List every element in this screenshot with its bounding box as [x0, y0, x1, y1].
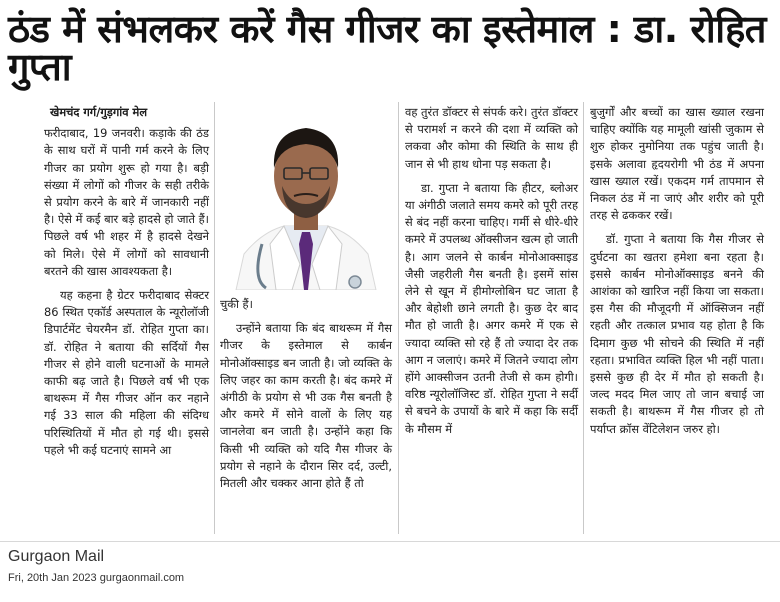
- footer-divider: [0, 541, 780, 542]
- doctor-photo: [222, 104, 390, 290]
- paragraph: फरीदाबाद, 19 जनवरी। कड़ाके की ठंड के साथ घरों में पानी गर्म करने के लिए गीजर का प्रयोग शुरू हो गया है। बड़ी संख्या में लोगों को गीजर के सही तरीके से प्रयोग करने के बारे में जानकारी नहीं है। ऐसे में कई बार बड़े हादसे हो जाते हैं। पिछले वर्ष भी शहर में है हादसे देखने को मिले। ऐसे में लोगों को सावधानी बरतने की खास आवश्यकता है।: [44, 126, 209, 278]
- article-column-4: [590, 104, 764, 445]
- article-column-3: [405, 104, 578, 445]
- paragraph: बुजुर्गों और बच्चों का खास ख्याल रखना चाहिए क्योंकि यह मामूली खांसी जुकाम से शुरु होकर नुमोनिया तक पहुंच जाती है। इसके अलावा हृदयरोगी भी ठंड में अपना खास ख्याल रखें। एकदम गर्म तापमान से निकल ठंड में ना जाएं और शरीर को पूरी तरह से ढककर रखें।: [590, 105, 764, 223]
- publication-date: Fri, 20th Jan 2023 gurgaonmail.com: [8, 572, 185, 584]
- column-divider: [214, 102, 215, 534]
- paragraph: चुकी हैं।: [220, 297, 253, 311]
- paragraph: डा. गुप्ता ने बताया कि हीटर, ब्लोअर या अंगीठी जलाते समय कमरे को पूरी तरह से बंद नहीं करना चाहिए। गर्मी से धीरे-धीरे कमरे में उपलब्ध ऑक्सीजन खत्म हो जाती है। आग जलने से कार्बन मोनोआक्साइड जैसी जहरीली गैस बनती है। इसमें सांस लेने से खून में हीमोग्लोबिन घट जाता है और बेहोशी छाने लगती है। कुछ देर बाद मौत हो जाती है। अगर कमरे में एक से ज्यादा व्यक्ति सो रहे हैं तो ज्यादा देर तक आग न जलाएं। कमरे में जितने ज्यादा लोग होंगे आक्सीजन उतनी तेजी से कम होगी। वरिष्ठ न्यूरोलॉजिस्ट डॉ. रोहित गुप्ता ने सर्दी से बचने के उपायों के बारे में कहा कि सर्दी के मौसम में: [405, 180, 578, 436]
- column-divider: [583, 102, 584, 534]
- article-column-1: [44, 104, 209, 466]
- paragraph: डॉ. गुप्ता ने बताया कि गैस गीजर से दुर्घटना का खतरा हमेशा बना रहता है। इससे कार्बन मोनोऑक्साइड बनने की आशंका को खारिज नहीं किया जा सकता। इस गैस की मौजूदगी में ऑक्सिजन नहीं रहती और तत्काल प्रभाव यह होता है कि दिमाग कुछ भी सोचने की स्थिति में नहीं रहता। प्रभावित व्यक्ति हिल भी नहीं पाता। इससे कुछ ही देर में मौत हो सकती है। जल्द मदद मिल जाए तो जान बचाई जा सकती है। बाथरूम में गैस गीजर हो तो पर्याप्त क्रॉस वेंटिलेशन जरुर हो।: [590, 232, 764, 436]
- article-column-2: [220, 296, 392, 499]
- column-divider: [398, 102, 399, 534]
- paragraph: उन्होंने बताया कि बंद बाथरूम में गैस गीजर के इस्तेमाल से कार्बन मोनोऑक्साइड बन जाती है। जो व्यक्ति के लिए जहर का काम करती है। बंद कमरे में अंगीठी के प्रयोग से भी उक गैस बनती है और कमरे में सोने वालों के लिए यह जानलेवा बन जाती है। उन्होंने कहा कि किसी भी व्यक्ति को यदि गैस गीजर के प्रयोग से नहाने के दौरान सिर दर्द, उल्टी, मितली और चक्कर आना होते हैं तो: [220, 321, 392, 491]
- paragraph: वह तुरंत डॉक्टर से संपर्क करे। तुरंत डॉक्टर से परामर्श न करने की दशा में व्यक्ति को लकवा और कोमा की स्थिति के साथ ही जान से भी हाथ धोना पड़ सकता है।: [405, 105, 578, 171]
- publication-name: Gurgaon Mail: [8, 548, 105, 565]
- byline: खेमचंद गर्ग/गुड़गांव मेल: [50, 105, 148, 119]
- portrait-illustration: [222, 104, 390, 290]
- headline: ठंड में संभलकर करें गैस गीजर का इस्तेमाल : डा. रोहित गुप्ता: [8, 7, 766, 89]
- paragraph: यह कहना है ग्रेटर फरीदाबाद सेक्टर 86 स्थित एकॉर्ड अस्पताल के न्यूरोलॉजी डिपार्टमेंट चेयरमैन डॉ. रोहित गुप्ता का। डॉ. रोहित ने बताया की सर्दियों गैस गीजर से होने वाली घटनाओं के मामले काफी बढ़ जाते है। पिछले वर्ष भी एक बाथरूम में गैस गीजर ऑन कर नहाने गई 33 साल की महिला की संदिग्ध परिस्थितियों में मौत हो गई थी। इससे पहले भी कई घटनाएं सामने आ: [44, 288, 209, 457]
